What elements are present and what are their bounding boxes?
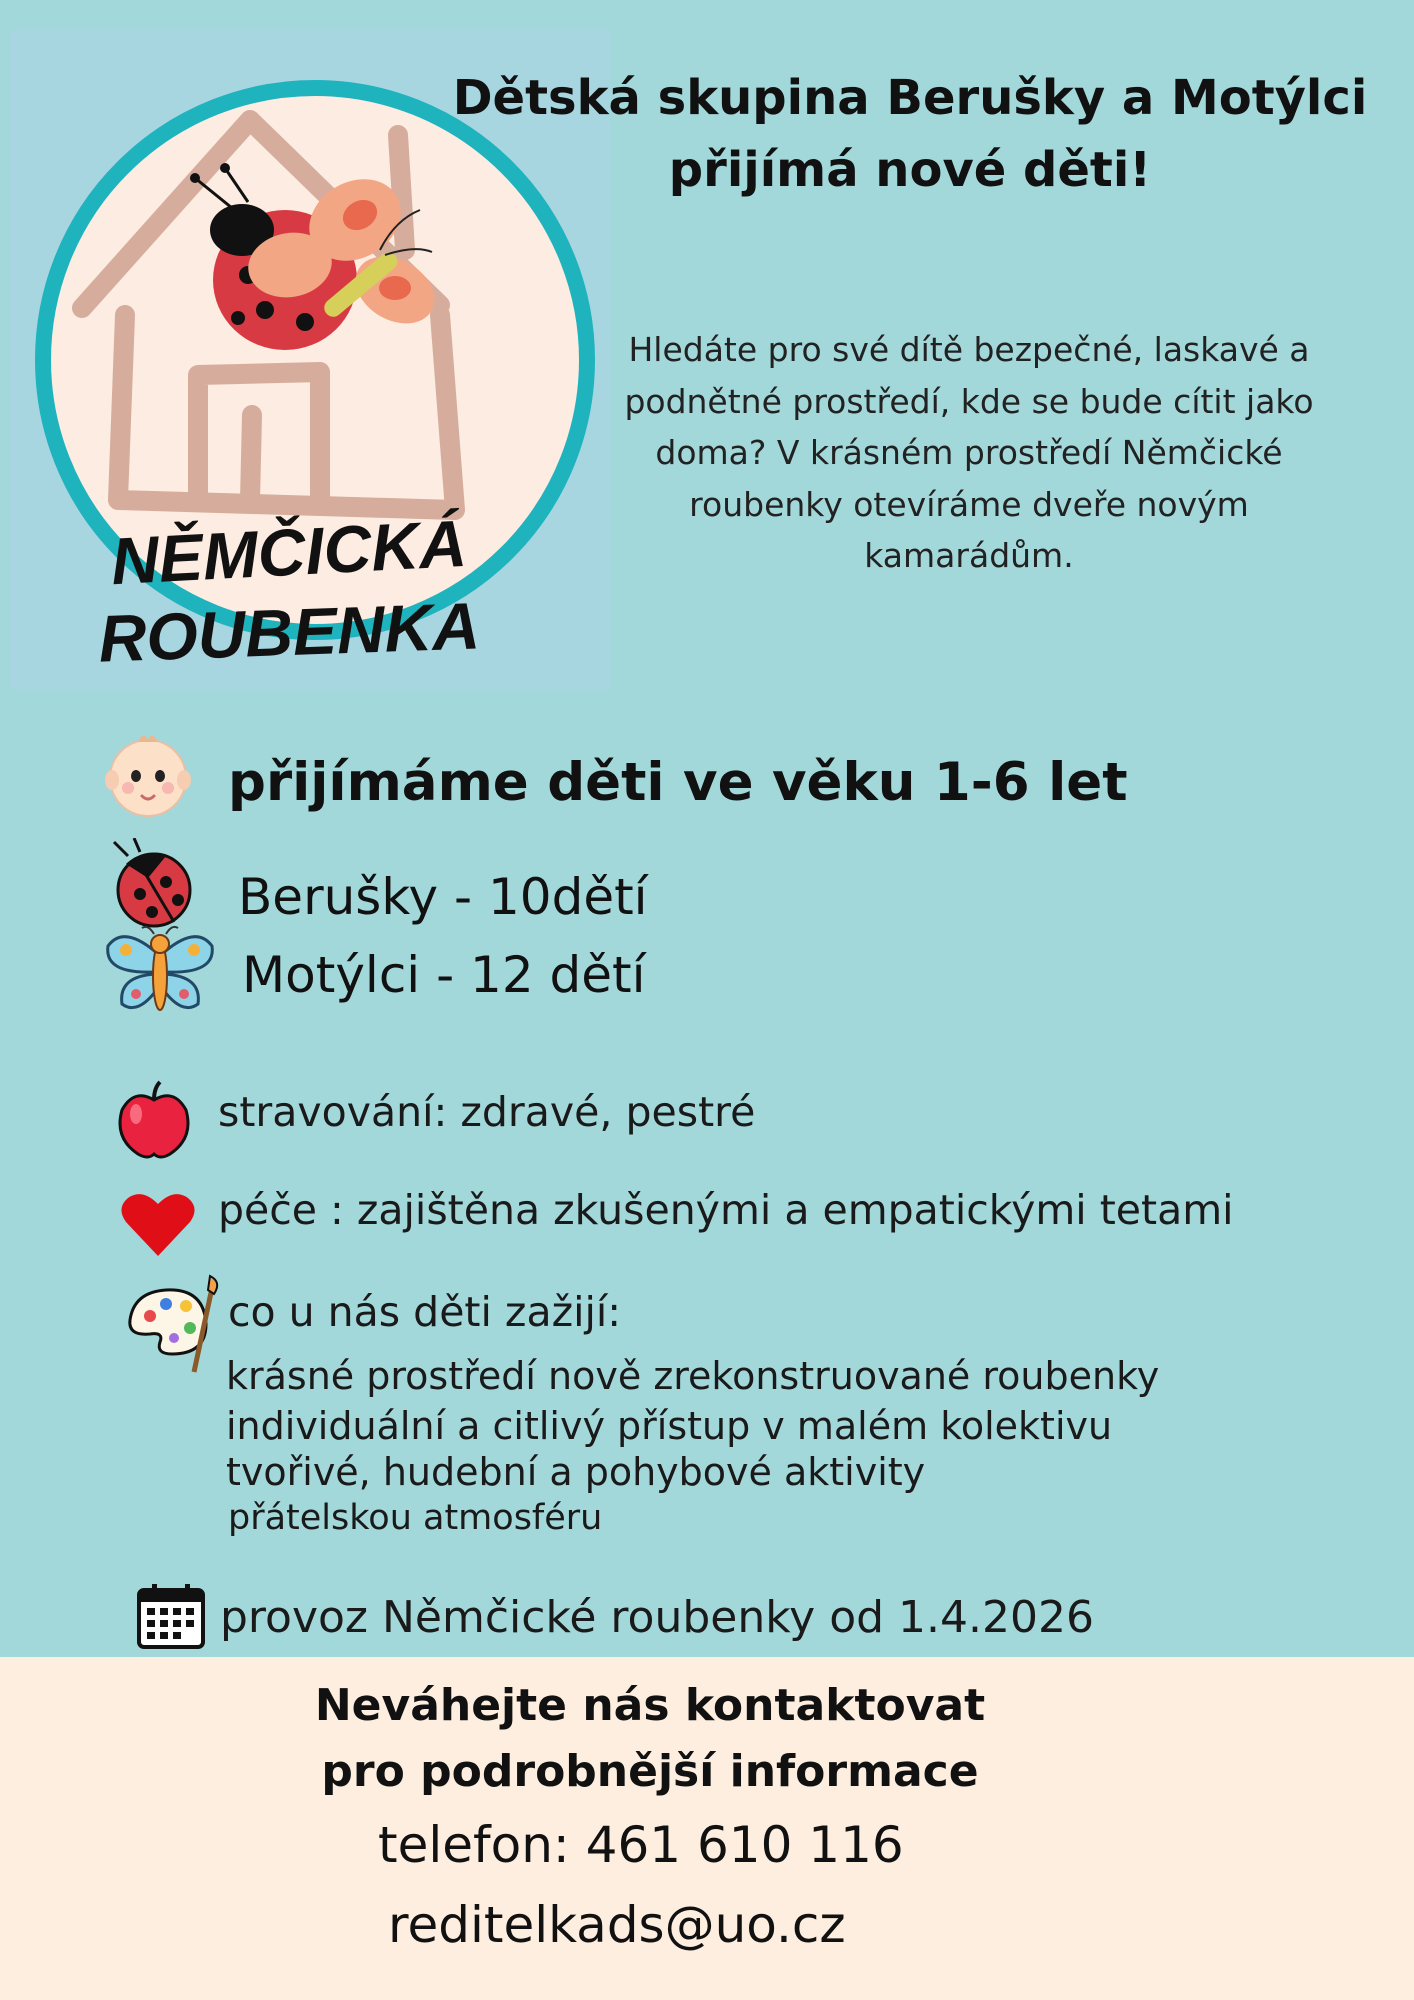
page-title bbox=[450, 62, 1370, 206]
intro-line: podnětné prostředí, kde se bude cítit jako bbox=[624, 381, 1314, 421]
contact-email[interactable]: reditelkads@uo.cz bbox=[388, 1896, 846, 1954]
calendar-icon bbox=[136, 1582, 206, 1650]
title-line-2: přijímá nové děti! bbox=[668, 142, 1152, 198]
title-line-1: Dětská skupina Berušky a Motýlci bbox=[452, 70, 1368, 126]
intro-paragraph bbox=[600, 324, 1338, 582]
experience-item: krásné prostředí nově zrekonstruované roubenky bbox=[226, 1354, 1160, 1398]
butterfly-icon bbox=[104, 924, 216, 1020]
food-text: stravování: zdravé, pestré bbox=[218, 1088, 756, 1136]
intro-line: Hledáte pro své dítě bezpečné, laskavé a bbox=[628, 330, 1310, 369]
heart-icon bbox=[120, 1190, 196, 1258]
start-date-text: provoz Němčické roubenky od 1.4.2026 bbox=[220, 1592, 1094, 1643]
logo-text-line1: NĚMČICKÁ bbox=[109, 505, 469, 599]
contact-heading-line2: pro podrobnější informace bbox=[321, 1746, 979, 1797]
ladybug-icon bbox=[104, 838, 196, 928]
experience-item: tvořivé, hudební a pohybové aktivity bbox=[226, 1450, 926, 1494]
contact-heading-line1: Neváhejte nás kontaktovat bbox=[314, 1680, 986, 1731]
experience-item: individuální a citlivý přístup v malém kolektivu bbox=[226, 1404, 1113, 1448]
apple-icon bbox=[114, 1080, 194, 1160]
intro-line: roubenky otevíráme dveře novým bbox=[689, 484, 1249, 524]
experience-item: přátelskou atmosféru bbox=[228, 1498, 603, 1538]
contact-phone[interactable]: telefon: 461 610 116 bbox=[378, 1816, 904, 1874]
logo-text-line2: ROUBENKA bbox=[97, 588, 482, 676]
intro-line: doma? V krásném prostředí Němčické bbox=[655, 433, 1283, 472]
intro-line: kamarádům. bbox=[864, 536, 1074, 575]
palette-icon bbox=[126, 1272, 222, 1376]
age-range-text: přijímáme děti ve věku 1-6 let bbox=[228, 752, 1128, 813]
baby-face-icon bbox=[100, 726, 196, 822]
group-motylci: Motýlci - 12 dětí bbox=[242, 946, 646, 1004]
care-text: péče : zajištěna zkušenými a empatickými tetami bbox=[218, 1186, 1234, 1234]
group-berusky: Berušky - 10dětí bbox=[238, 868, 648, 926]
experience-heading: co u nás děti zažijí: bbox=[228, 1288, 622, 1336]
